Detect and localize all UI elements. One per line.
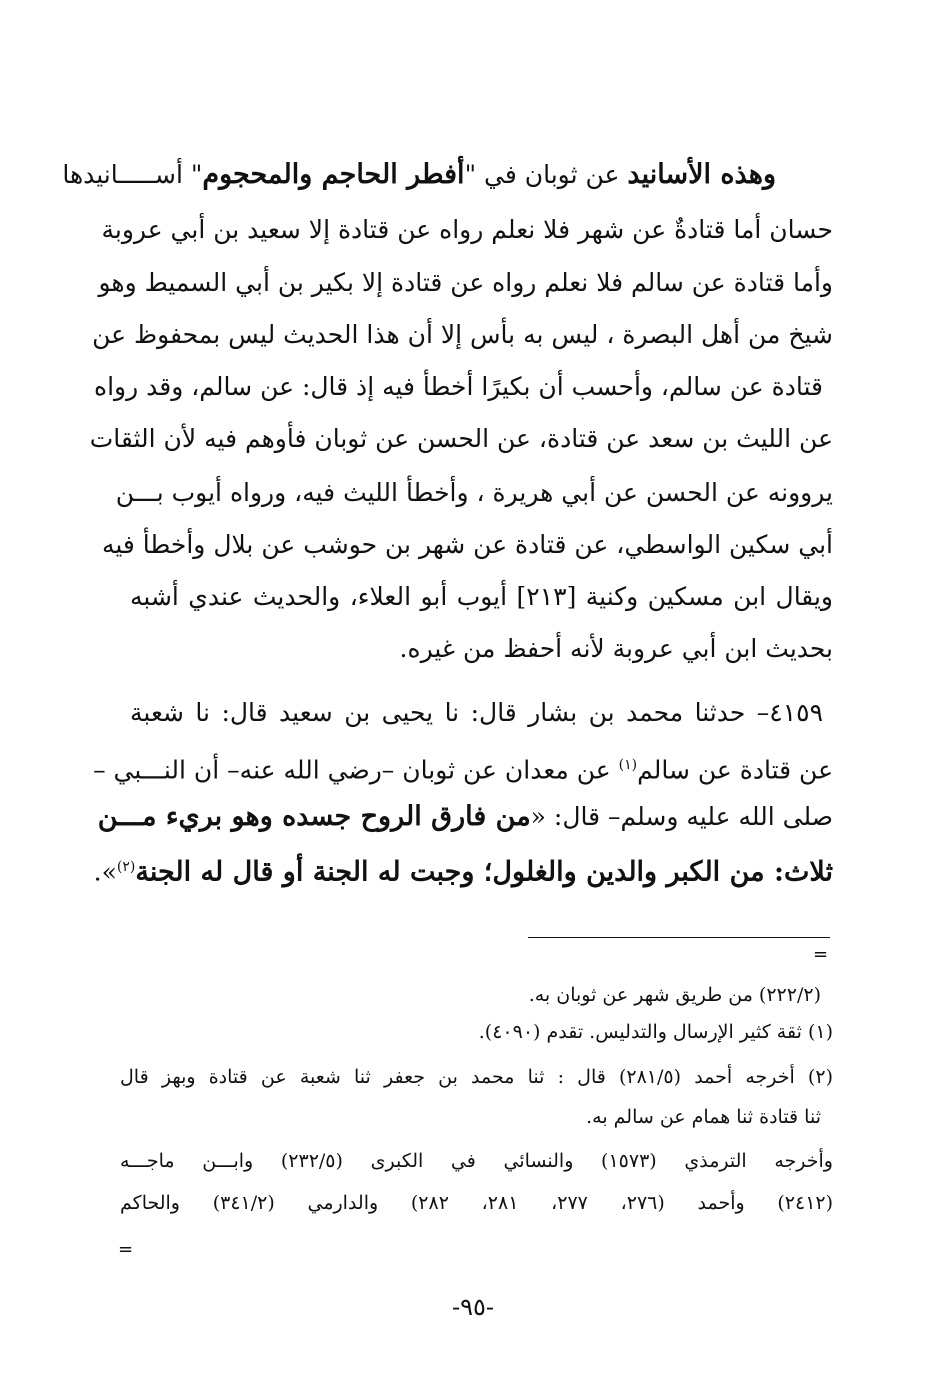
footnote-2-line-1: (٢) أخرجه أحمد (٢٨١/٥) قال : ثنا محمد بن جعفر ثنا شعبة عن قتادة وبهز قال xyxy=(120,1066,833,1088)
footnote-3-line-2: (٢٤١٢) وأحمد (٢٧٦، ٢٧٧، ٢٨١، ٢٨٢) والدارمي (٣٤١/٢) والحاكم xyxy=(120,1192,834,1214)
hadith-line-4 xyxy=(94,852,833,887)
hadith-line-2 xyxy=(93,750,833,785)
footnote-ref: (٢) xyxy=(116,859,136,875)
body-line-5: قتادة عن سالم، وأحسب أن بكيرًا أخطأ فيه إذ قال: عن سالم، وقد رواه xyxy=(94,372,823,401)
footnote-2-line-2: ثنا قتادة ثنا همام عن سالم به. xyxy=(586,1106,821,1128)
body-line-9: ويقال ابن مسكين وكنية [٢١٣] أيوب أبو العلاء، والحديث عندي أشبه xyxy=(130,582,833,611)
body-line-4: شيخ من أهل البصرة ، ليس به بأس إلا أن هذا الحديث ليس بمحفوظ عن xyxy=(92,320,833,349)
continuation-marker: = xyxy=(118,1239,134,1260)
body-line-8: أبي سكين الواسطي، عن قتادة عن شهر بن حوشب عن بلال وأخطأ فيه xyxy=(101,530,833,559)
page-number: -٩٥- xyxy=(452,1293,494,1321)
bold-phrase: من فارق الروح جسده وهو بريء مـــن xyxy=(97,801,531,832)
body-line-10: بحديث ابن أبي عروبة لأنه أحفظ من غيره. xyxy=(399,634,833,663)
footnote-3-line-1: وأخرجه الترمذي (١٥٧٣) والنسائي في الكبرى (٢٣٢/٥) وابـــن ماجـــه xyxy=(120,1150,833,1172)
continuation-marker: = xyxy=(813,944,829,965)
text-run: عن قتادة عن سالم xyxy=(637,755,833,785)
hadith-line-3 xyxy=(97,801,833,832)
footnote-separator xyxy=(528,937,830,938)
bold-phrase: ثلاث: من الكبر والدين والغلول؛ وجبت له الجنة أو قال له الجنة xyxy=(135,856,833,888)
body-line-6: عن الليث بن سعد عن قتادة، عن الحسن عن ثوبان فأوهم فيه لأن الثقات xyxy=(89,424,833,453)
hadith-line-1: ٤١٥٩– حدثنا محمد بن بشار قال: نا يحيى بن سعيد قال: نا شعبة xyxy=(130,698,823,727)
text-run: " أســـــانيدها xyxy=(62,160,203,189)
text-run: عن معدان عن ثوبان –رضي الله عنه– أن النـــبي – xyxy=(93,755,619,785)
body-line-1 xyxy=(62,160,776,190)
text-run: عن ثوبان في " xyxy=(464,160,628,189)
footnote-1: (١) ثقة كثير الإرسال والتدليس. تقدم (٤٠٩٠). xyxy=(478,1021,833,1043)
text-run: صلى الله عليه وسلم– قال: « xyxy=(530,802,833,831)
bold-phrase: أفطر الحاجم والمحجوم xyxy=(202,159,465,190)
body-line-7: يروونه عن الحسن عن أبي هريرة ، وأخطأ الليث فيه، ورواه أيوب بـــن xyxy=(115,478,833,507)
text-run: ». xyxy=(93,857,117,887)
body-line-2: حسان أما قتادةٌ عن شهر فلا نعلم رواه عن قتادة إلا سعيد بن أبي عروبة xyxy=(101,215,833,244)
body-line-3: وأما قتادة عن سالم فلا نعلم رواه عن قتادة إلا بكير بن أبي السميط وهو xyxy=(98,268,833,297)
footnote-continued: (٢٢٢/٢) من طريق شهر عن ثوبان به. xyxy=(528,984,821,1006)
bold-phrase: وهذه الأسانيد xyxy=(627,159,776,190)
footnote-ref: (١) xyxy=(618,757,638,773)
